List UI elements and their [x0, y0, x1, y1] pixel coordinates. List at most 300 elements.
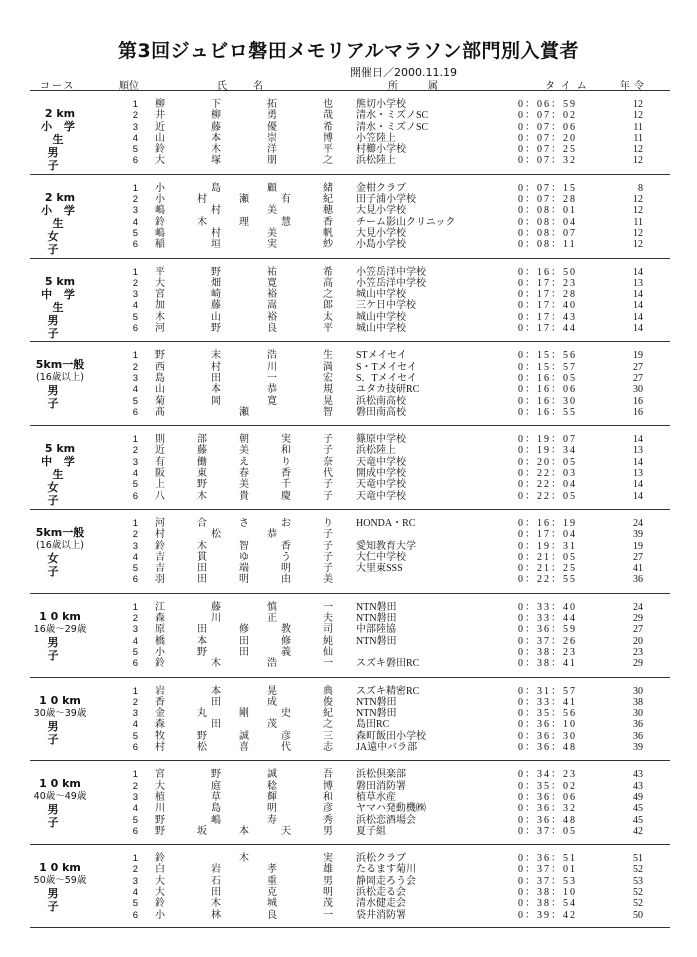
time-cell: 0：07：28 [518, 194, 577, 206]
time-cell: 0：37：53 [518, 875, 577, 887]
time-cell: 0：08：07 [518, 227, 577, 239]
course-line: 2 km [44, 107, 76, 120]
time-cell: 0：19：34 [518, 445, 577, 457]
table-row: 6 村 松 喜 代 志 JA遠中バラ部 0：36：48 39 [128, 742, 670, 753]
affiliation-cell: NTN磐田 [356, 613, 397, 625]
table-row: 2 西 村 川 満 S・Tメイセイ 0：15：57 27 [128, 362, 670, 373]
table-row: 3 有 働 え り 奈 天竜中学校 0：20：05 14 [128, 457, 670, 468]
affiliation-cell: 熊切小学校 [356, 99, 406, 110]
time-cell: 0：08：04 [518, 216, 577, 228]
time-cell: 0：07：25 [518, 144, 577, 156]
rank-cell: 5 [132, 898, 138, 910]
affiliation-cell: 清水健走会 [356, 898, 406, 910]
rank-cell: 6 [132, 574, 138, 586]
table-row: 6 野 坂 本 天 男 夏子組 0：37：05 42 [128, 826, 670, 837]
time-cell: 0：22：04 [518, 479, 577, 491]
age-cell: 23 [633, 646, 643, 658]
affiliation-cell: 清水・ミズノSC [356, 121, 429, 133]
table-row: 1 柳 下 拓 也 熊切小学校 0：06：59 12 [128, 99, 670, 110]
table-row: 5 牧 野 誠 彦 三 森町飯田小学校 0：36：30 36 [128, 731, 670, 742]
affiliation-cell: 夏子組 [356, 825, 386, 837]
course-line: 16歳～29歳 [33, 623, 87, 635]
time-cell: 0：16：05 [518, 372, 577, 384]
header-affiliation: 所属 [388, 81, 468, 92]
time-cell: 0：17：28 [518, 289, 577, 301]
affiliation-cell: ユタカ技研RC [356, 384, 420, 396]
affiliation-cell: 浜松陸上 [356, 155, 396, 167]
table-row: 5 鈴 木 洋 平 村櫛小学校 0：07：25 12 [128, 144, 670, 155]
age-cell: 14 [633, 311, 643, 323]
age-cell: 14 [633, 479, 643, 491]
rank-cell: 4 [132, 803, 138, 815]
affiliation-cell: 島田RC [356, 719, 390, 731]
time-cell: 0：36：06 [518, 791, 577, 803]
time-cell: 0：19：31 [518, 540, 577, 552]
age-cell: 24 [633, 601, 643, 613]
table-row: 5 小 野 田 義 仙 0：38：23 23 [128, 647, 670, 658]
affiliation-cell: スズキ精密RC [356, 685, 420, 697]
table-row: 4 橋 本 田 修 純 NTN磐田 0：37：26 20 [128, 636, 670, 647]
rank-cell: 1 [132, 434, 138, 446]
affiliation-cell: ヤマハ発動機㈱ [356, 803, 426, 815]
age-cell: 14 [633, 323, 643, 335]
time-cell: 0：16：30 [518, 395, 577, 407]
time-cell: 0：38：41 [518, 658, 577, 670]
table-row: 1 鈴 木 実 浜松クラブ 0：36：51 51 [128, 853, 670, 864]
rank-cell: 5 [132, 479, 138, 491]
age-cell: 14 [633, 434, 643, 446]
age-cell: 50 [633, 909, 643, 921]
time-cell: 0：22：03 [518, 468, 577, 480]
age-cell: 36 [633, 719, 643, 731]
affiliation-cell: 大見小学校 [356, 227, 406, 239]
affiliation-cell: 天竜中学校 [356, 456, 406, 468]
time-cell: 0：06：59 [518, 99, 577, 110]
table-row: 6 鈴 木 浩 一 スズキ磐田RC 0：38：41 29 [128, 658, 670, 669]
table-row: 6 髙 瀬 智 磐田南高校 0：16：55 16 [128, 407, 670, 418]
course-label [30, 107, 90, 172]
table-row: 4 吉 貫 ゆ う 子 大仁中学校 0：21：05 27 [128, 552, 670, 563]
time-cell: 0：07：32 [518, 155, 577, 167]
table-row: 6 羽 田 明 由 美 0：22：55 36 [128, 574, 670, 585]
time-cell: 0：36：59 [518, 624, 577, 636]
affiliation-cell: S・Tメイセイ [356, 361, 417, 373]
table-row: 4 川 島 明 彦 ヤマハ発動機㈱ 0：36：32 45 [128, 803, 670, 814]
course-line: (16歳以上) [35, 372, 84, 384]
rank-cell: 2 [132, 277, 138, 289]
course-line: 5km一般 [35, 525, 85, 539]
course-line: 40歳～49歳 [33, 791, 87, 803]
rank-cell: 1 [132, 601, 138, 613]
age-cell: 13 [633, 468, 643, 480]
affiliation-cell: NTN磐田 [356, 696, 397, 708]
course-line: 男 子 [47, 887, 73, 914]
table-row: 6 八 木 貴 慶 子 天竜中学校 0：22：05 14 [128, 491, 670, 502]
table-row: 5 菊 岡 寛 晃 浜松南高校 0：16：30 16 [128, 396, 670, 407]
course-line: 1 0 km [39, 609, 81, 623]
rank-cell: 4 [132, 384, 138, 396]
rank-cell: 3 [132, 121, 138, 133]
course-line: 5km一般 [35, 358, 85, 372]
table-row: 5 吉 田 端 明 子 大里東SSS 0：21：25 41 [128, 563, 670, 574]
age-cell: 38 [633, 696, 643, 708]
age-cell: 19 [633, 540, 643, 552]
time-cell: 0：33：40 [518, 601, 577, 613]
affiliation-cell: HONDA・RC [356, 517, 416, 529]
age-cell: 52 [633, 887, 643, 899]
time-cell: 0：22：05 [518, 490, 577, 502]
rank-cell: 6 [132, 658, 138, 670]
table-row: 4 山 本 恭 規 ユタカ技研RC 0：16：06 30 [128, 384, 670, 395]
time-cell: 0：19：07 [518, 434, 577, 446]
course-label [30, 275, 90, 340]
table-row: 2 森 川 正 夫 NTN磐田 0：33：44 29 [128, 613, 670, 624]
age-cell: 42 [633, 825, 643, 837]
rank-cell: 2 [132, 194, 138, 206]
table-row: 5 木 山 裕 太 城山中学校 0：17：43 14 [128, 312, 670, 323]
table-row: 3 原 田 修 教 司 中部陸協 0：36：59 27 [128, 624, 670, 635]
rank-cell: 4 [132, 132, 138, 144]
affiliation-cell: 開成中学校 [356, 468, 406, 480]
course-line: 女 子 [47, 229, 73, 256]
course-line: (16歳以上) [35, 539, 84, 551]
rank-cell: 2 [132, 529, 138, 541]
age-cell: 53 [633, 875, 643, 887]
rank-cell: 5 [132, 563, 138, 575]
age-cell: 13 [633, 445, 643, 457]
table-row: 1 江 藤 慎 一 NTN磐田 0：33：40 24 [128, 602, 670, 613]
affiliation-cell: 村櫛小学校 [356, 144, 406, 156]
affiliation-cell: 浜松陸上 [356, 445, 396, 457]
rank-cell: 6 [132, 323, 138, 335]
age-cell: 14 [633, 266, 643, 278]
affiliation-cell: チーム影山クリニック [356, 216, 456, 228]
table-row: 3 金 丸 剛 史 紀 NTN磐田 0：35：56 30 [128, 708, 670, 719]
affiliation-cell: 大里東SSS [356, 563, 403, 575]
time-cell: 0：07：20 [518, 132, 577, 144]
age-cell: 11 [633, 132, 643, 144]
header-age: 年令 [620, 81, 648, 92]
affiliation-cell: 田子浦小学校 [356, 194, 416, 206]
time-cell: 0：36：48 [518, 742, 577, 754]
rank-cell: 4 [132, 635, 138, 647]
course-label [30, 442, 90, 507]
rank-cell: 1 [132, 99, 138, 110]
course-line: 1 0 km [39, 693, 81, 707]
time-cell: 0：34：23 [518, 769, 577, 781]
time-cell: 0：22：55 [518, 574, 577, 586]
table-row: 2 井 柳 勇 哉 清水・ミズノSC 0：07：02 12 [128, 110, 670, 121]
header-rank: 順位 [119, 81, 139, 92]
age-cell: 12 [633, 144, 643, 156]
time-cell: 0：21：25 [518, 563, 577, 575]
time-cell: 0：07：15 [518, 182, 577, 194]
time-cell: 0：17：04 [518, 529, 577, 541]
course-line: 中 学 生 [41, 287, 79, 314]
time-cell: 0：36：48 [518, 814, 577, 826]
affiliation-cell: 小島小学校 [356, 239, 406, 251]
course-label [30, 861, 90, 913]
table-row: 4 加 藤 嵩 郎 三ケ日中学校 0：17：40 14 [128, 300, 670, 311]
table-row: 5 鈴 木 城 茂 清水健走会 0：38：54 52 [128, 898, 670, 909]
course-line: 女 子 [47, 551, 73, 578]
age-cell: 24 [633, 517, 643, 529]
time-cell: 0：36：30 [518, 730, 577, 742]
affiliation-cell: 静岡走ろう会 [356, 875, 416, 887]
rank-cell: 6 [132, 742, 138, 754]
age-cell: 16 [633, 395, 643, 407]
time-cell: 0：16：50 [518, 266, 577, 278]
rank-cell: 3 [132, 289, 138, 301]
rank-cell: 4 [132, 887, 138, 899]
age-cell: 45 [633, 814, 643, 826]
time-cell: 0：15：57 [518, 361, 577, 373]
age-cell: 12 [633, 99, 643, 110]
time-cell: 0：07：02 [518, 110, 577, 122]
rank-cell: 3 [132, 540, 138, 552]
age-cell: 29 [633, 658, 643, 670]
affiliation-cell: 小笠岳洋中学校 [356, 266, 426, 278]
age-cell: 52 [633, 864, 643, 876]
course-line: 30歳～39歳 [33, 707, 87, 719]
affiliation-cell: 小笠陸上 [356, 132, 396, 144]
course-line: 1 0 km [39, 861, 81, 875]
affiliation-cell: STメイセイ [356, 350, 407, 362]
time-cell: 0：17：44 [518, 323, 577, 335]
rank-cell: 2 [132, 361, 138, 373]
affiliation-cell: 城山中学校 [356, 289, 406, 301]
affiliation-cell: 浜松走る会 [356, 887, 406, 899]
affiliation-cell: 磐田南高校 [356, 406, 406, 418]
affiliation-cell: 浜松倶楽部 [356, 769, 406, 781]
rank-cell: 3 [132, 875, 138, 887]
table-row: 1 河 合 さ お り HONDA・RC 0：16：19 24 [128, 518, 670, 529]
time-cell: 0：37：26 [518, 635, 577, 647]
rank-cell: 6 [132, 155, 138, 167]
rank-cell: 3 [132, 708, 138, 720]
table-row: 5 嶋 村 美 帆 大見小学校 0：08：07 12 [128, 228, 670, 239]
table-row: 4 森 田 茂 之 島田RC 0：36：10 36 [128, 719, 670, 730]
course-line: 男 子 [47, 384, 73, 411]
age-cell: 12 [633, 205, 643, 217]
rank-cell: 2 [132, 110, 138, 122]
affiliation-cell: 浜松クラブ [356, 853, 406, 865]
table-row: 2 香 田 成 俊 NTN磐田 0：33：41 38 [128, 697, 670, 708]
age-cell: 12 [633, 110, 643, 122]
rank-cell: 5 [132, 311, 138, 323]
course-line: 5 km [44, 274, 76, 288]
affiliation-cell: 浜松南高校 [356, 395, 406, 407]
rank-cell: 2 [132, 780, 138, 792]
course-line: 男 子 [47, 803, 73, 830]
affiliation-cell: たるます菊川 [356, 864, 416, 876]
table-row: 1 宮 野 誠 吾 浜松倶楽部 0：34：23 43 [128, 769, 670, 780]
affiliation-cell: スズキ磐田RC [356, 658, 420, 670]
table-row: 3 宮 崎 裕 之 城山中学校 0：17：28 14 [128, 289, 670, 300]
rank-cell: 2 [132, 445, 138, 457]
results-table [30, 90, 670, 928]
rank-cell: 5 [132, 814, 138, 826]
affiliation-cell: JA遠中バラ部 [356, 742, 418, 754]
age-cell: 39 [633, 742, 643, 754]
affiliation-cell: 森町飯田小学校 [356, 730, 426, 742]
course-label [30, 191, 90, 256]
time-cell: 0：08：11 [518, 239, 577, 251]
age-cell: 41 [633, 563, 643, 575]
time-cell: 0：36：32 [518, 803, 577, 815]
table-row: 4 鈴 木 理 慧 香 チーム影山クリニック 0：08：04 11 [128, 217, 670, 228]
course-label [30, 694, 90, 746]
time-cell: 0：39：42 [518, 909, 577, 921]
affiliation-cell: 袋井消防署 [356, 909, 406, 921]
age-cell: 16 [633, 406, 643, 418]
affiliation-cell: 篠原中学校 [356, 434, 406, 446]
rank-cell: 1 [132, 853, 138, 865]
rank-cell: 1 [132, 266, 138, 278]
table-row: 2 近 藤 美 和 子 浜松陸上 0：19：34 13 [128, 445, 670, 456]
affiliation-cell: 清水・ミズノSC [356, 110, 429, 122]
age-cell: 27 [633, 361, 643, 373]
course-line: 中 学 生 [41, 455, 79, 482]
table-row: 2 白 岩 孝 雄 たるます菊川 0：37：01 52 [128, 864, 670, 875]
rank-cell: 3 [132, 456, 138, 468]
time-cell: 0：37：05 [518, 825, 577, 837]
course-line: 女 子 [47, 481, 73, 508]
time-cell: 0：07：06 [518, 121, 577, 133]
affiliation-cell: 植草水産 [356, 791, 396, 803]
age-cell: 39 [633, 529, 643, 541]
rank-cell: 6 [132, 406, 138, 418]
course-line: 1 0 km [39, 777, 81, 791]
age-cell: 29 [633, 613, 643, 625]
table-row: 3 島 田 一 宏 S．Tメイセイ 0：16：05 27 [128, 373, 670, 384]
time-cell: 0：17：23 [518, 277, 577, 289]
age-cell: 14 [633, 300, 643, 312]
rank-cell: 1 [132, 517, 138, 529]
time-cell: 0：16：06 [518, 384, 577, 396]
course-label [30, 610, 90, 662]
header-course: コース [40, 81, 76, 92]
affiliation-cell: 愛知教育大学 [356, 540, 416, 552]
rank-cell: 6 [132, 239, 138, 251]
affiliation-cell: 城山中学校 [356, 323, 406, 335]
course-line: 50歳～59歳 [33, 875, 87, 887]
table-row: 1 則 部 朝 実 子 篠原中学校 0：19：07 14 [128, 434, 670, 445]
rank-cell: 3 [132, 791, 138, 803]
course-line: 2 km [44, 190, 76, 204]
rank-cell: 1 [132, 685, 138, 697]
rank-cell: 6 [132, 909, 138, 921]
table-row: 5 上 野 美 千 子 天竜中学校 0：22：04 14 [128, 479, 670, 490]
result-section [30, 509, 670, 593]
rank-cell: 5 [132, 395, 138, 407]
age-cell: 20 [633, 635, 643, 647]
rank-cell: 1 [132, 350, 138, 362]
time-cell: 0：38：54 [518, 898, 577, 910]
course-line: 小 学 生 [41, 203, 79, 230]
table-row: 1 平 野 祐 希 小笠岳洋中学校 0：16：50 14 [128, 267, 670, 278]
affiliation-cell: 磐田消防署 [356, 780, 406, 792]
rank-cell: 3 [132, 624, 138, 636]
age-cell: 12 [633, 194, 643, 206]
time-cell: 0：16：19 [518, 517, 577, 529]
affiliation-cell: 大仁中学校 [356, 551, 406, 563]
rank-cell: 6 [132, 490, 138, 502]
course-line: 男 子 [47, 146, 73, 172]
table-row: 3 植 草 輝 和 植草水産 0：36：06 49 [128, 792, 670, 803]
rank-cell: 3 [132, 205, 138, 217]
table-row: 1 野 末 浩 生 STメイセイ 0：15：56 19 [128, 350, 670, 361]
age-cell: 11 [633, 121, 643, 133]
age-cell: 27 [633, 372, 643, 384]
table-row: 2 大 畑 寛 高 小笠岳洋中学校 0：17：23 13 [128, 278, 670, 289]
age-cell: 13 [633, 277, 643, 289]
table-row: 3 鈴 木 智 香 子 愛知教育大学 0：19：31 19 [128, 541, 670, 552]
time-cell: 0：35：56 [518, 708, 577, 720]
time-cell: 0：08：01 [518, 205, 577, 217]
rank-cell: 3 [132, 372, 138, 384]
age-cell: 30 [633, 708, 643, 720]
table-row: 2 村 松 恭 子 0：17：04 39 [128, 529, 670, 540]
affiliation-cell: 大見小学校 [356, 205, 406, 217]
age-cell: 36 [633, 574, 643, 586]
header-name: 氏名 [217, 81, 289, 92]
course-line: 5 km [44, 442, 76, 456]
time-cell: 0：17：43 [518, 311, 577, 323]
rank-cell: 4 [132, 551, 138, 563]
table-row: 1 小 島 顧 緒 金柑クラブ 0：07：15 8 [128, 183, 670, 194]
rank-cell: 5 [132, 144, 138, 156]
age-cell: 49 [633, 791, 643, 803]
rank-cell: 1 [132, 769, 138, 781]
time-cell: 0：38：10 [518, 887, 577, 899]
age-cell: 30 [633, 685, 643, 697]
rank-cell: 4 [132, 300, 138, 312]
time-cell: 0：33：41 [518, 696, 577, 708]
table-row: 1 岩 本 晃 典 スズキ精密RC 0：31：57 30 [128, 686, 670, 697]
affiliation-cell: 城山中学校 [356, 311, 406, 323]
affiliation-cell: 三ケ日中学校 [356, 300, 416, 312]
age-cell: 19 [633, 350, 643, 362]
header-time: タイム [545, 81, 593, 92]
result-section [30, 425, 670, 509]
time-cell: 0：36：51 [518, 853, 577, 865]
table-row: 4 大 田 克 明 浜松走る会 0：38：10 52 [128, 887, 670, 898]
rank-cell: 2 [132, 613, 138, 625]
affiliation-cell: NTN磐田 [356, 601, 397, 613]
time-cell: 0：20：05 [518, 456, 577, 468]
time-cell: 0：21：05 [518, 551, 577, 563]
time-cell: 0：38：23 [518, 646, 577, 658]
affiliation-cell: NTN磐田 [356, 708, 397, 720]
table-row: 3 近 藤 優 希 清水・ミズノSC 0：07：06 11 [128, 122, 670, 133]
rank-cell: 4 [132, 216, 138, 228]
course-line: 男 子 [47, 719, 73, 746]
affiliation-cell: S．Tメイセイ [356, 372, 417, 384]
age-cell: 14 [633, 289, 643, 301]
age-cell: 43 [633, 769, 643, 781]
rank-cell: 2 [132, 696, 138, 708]
time-cell: 0：36：10 [518, 719, 577, 731]
affiliation-cell: 浜松恋酒場会 [356, 814, 416, 826]
table-row: 3 嶋 村 美 穂 大見小学校 0：08：01 12 [128, 205, 670, 216]
age-cell: 14 [633, 490, 643, 502]
event-date: 開催日／2000.11.19 [350, 66, 457, 79]
table-row: 2 大 庭 稔 博 磐田消防署 0：35：02 43 [128, 781, 670, 792]
result-section [30, 174, 670, 258]
table-row: 3 大 石 重 男 静岡走ろう会 0：37：53 53 [128, 876, 670, 887]
result-section [30, 258, 670, 342]
